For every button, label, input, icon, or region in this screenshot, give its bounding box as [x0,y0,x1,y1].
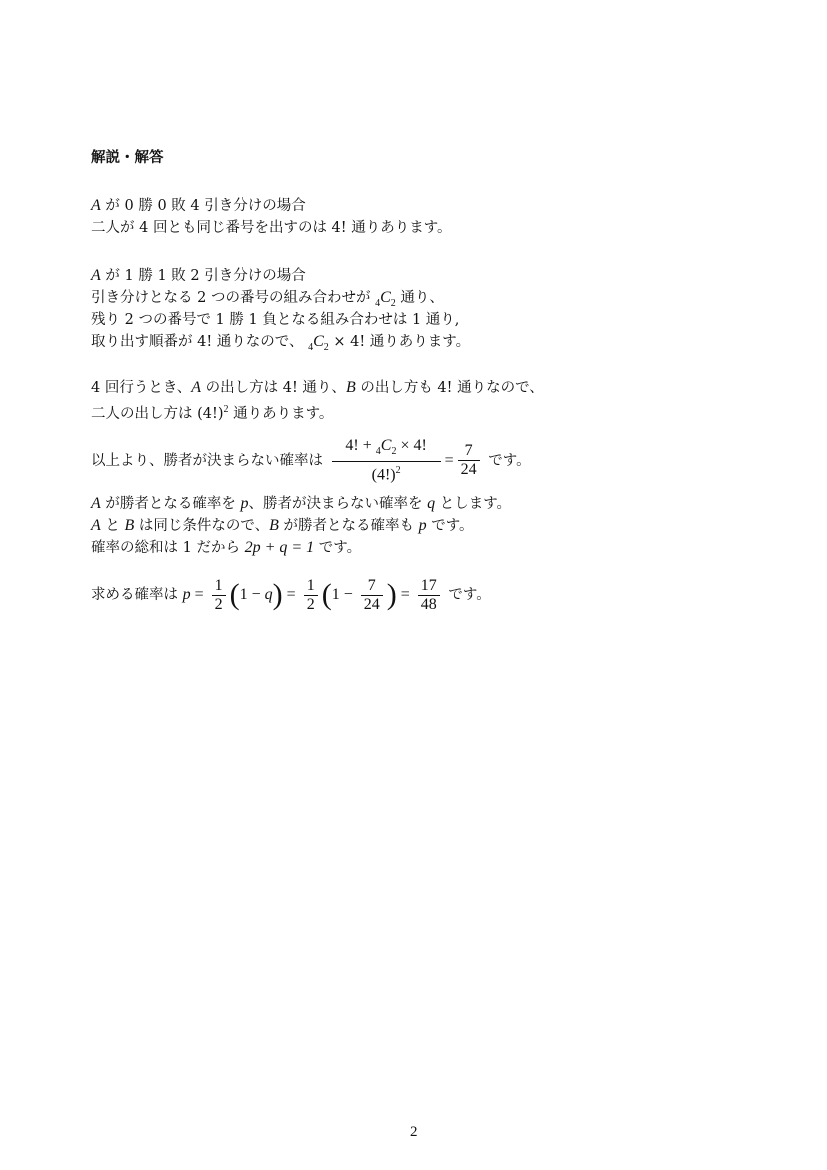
comb-k: 2 [390,297,396,309]
numerator: 17 [420,576,437,594]
var-p: p [240,495,249,512]
text: と [100,518,125,534]
var-p: p [418,517,427,534]
section-heading: 解説・解答 [91,150,164,166]
equals: = [282,586,300,603]
text: が 1 勝 1 敗 2 引き分けの場合 [105,268,306,284]
var-p: p [182,586,191,603]
equals: = [444,451,454,469]
fraction-result [418,577,440,614]
text: です。 [314,540,362,556]
var-a: A [191,379,202,396]
text: です。 [483,452,531,469]
text: 取り出す順番が 4! 通りなので、 [91,334,304,350]
var-a: A [91,267,101,284]
fraction [332,437,441,485]
text: × 4! 通りあります。 [328,334,471,350]
var-a: A [91,495,101,512]
var-b: B [345,379,356,396]
text: は同じ条件なので、 [138,518,270,534]
text: です。 [443,587,491,603]
page-number: 2 [410,1124,418,1140]
comb-c: C [313,333,324,350]
denominator: 24 [458,460,480,479]
define-pq [91,494,511,514]
text: の出し方も 4! 通りなので、 [360,380,544,396]
denominator: 48 [418,595,440,614]
sum-line [91,538,361,558]
equals: = [396,586,414,603]
symmetry-line [91,516,474,536]
text: 1 − [331,586,357,603]
num-part: 4! + [345,437,376,454]
fraction-half [304,577,318,614]
text: 通り、 [395,290,444,306]
equation: 2p + q = 1 [244,539,315,556]
answer-line: 求める確率は p = $\frac{1}{2}$ (1 − q) = $\frac{1}{2}$ (1 − $\frac{7}{24}$ ) = $\frac{17}{48}$ です。 [91,576,491,613]
comb-c: C [380,437,392,454]
case2-line3: 残り 2 つの番号で 1 勝 1 負となる組み合わせは 1 通り, [91,312,460,328]
exponent: 2 [395,465,401,477]
numerator: 1 [214,576,223,594]
case1-title [91,196,306,216]
text: 確率の総和は 1 だから [91,540,245,556]
case2-line4 [91,332,470,358]
comb-k: 2 [323,341,329,353]
text: 二人の出し方は (4!) [91,405,224,422]
num-part: × 4! [396,437,427,454]
var-b: B [124,517,135,534]
var-q: q [264,586,273,603]
text: 4 回行うとき、 [91,380,192,396]
var-q: q [427,495,436,512]
case2-title [91,266,306,286]
comb-n: 4 [375,297,381,309]
comb-n: 4 [375,446,381,458]
text: 求める確率は [91,587,183,603]
denominator: 2 [212,595,226,614]
total-line2 [91,400,333,424]
text: 以上より、勝者が決まらない確率は [91,452,328,469]
den: (4!) [371,466,396,484]
denominator: 2 [304,595,318,614]
text: 引き分けとなる 2 つの番号の組み合わせが [91,290,376,306]
comb-k: 2 [391,446,397,458]
var-b: B [269,517,279,534]
text: 通りあります。 [228,405,334,422]
var-a: A [91,197,101,214]
fraction-half [212,577,226,614]
draw-probability-line [91,437,531,485]
text: が勝者となる確率を [105,496,241,512]
case1-body: 二人が 4 回とも同じ番号を出すのは 4! 通りあります。 [91,220,452,236]
total-line1 [91,378,544,398]
text: とします。 [435,496,512,512]
comb-c: C [380,289,391,306]
exponent: 2 [223,404,229,415]
fraction [361,577,383,614]
numerator: 7 [464,442,473,460]
text: が勝者となる確率も [283,518,419,534]
numerator: 1 [306,576,315,594]
text: 1 − [239,586,265,603]
equals: = [190,586,208,603]
text: の出し方は 4! 通り、 [205,380,346,396]
fraction [458,442,480,479]
var-a: A [91,517,101,534]
comb-n: 4 [308,341,314,353]
text: が 0 勝 0 敗 4 引き分けの場合 [105,198,306,214]
text: です。 [426,518,474,534]
numerator: 7 [367,576,376,594]
denominator: 24 [361,595,383,614]
text: 、勝者が決まらない確率を [248,496,428,512]
